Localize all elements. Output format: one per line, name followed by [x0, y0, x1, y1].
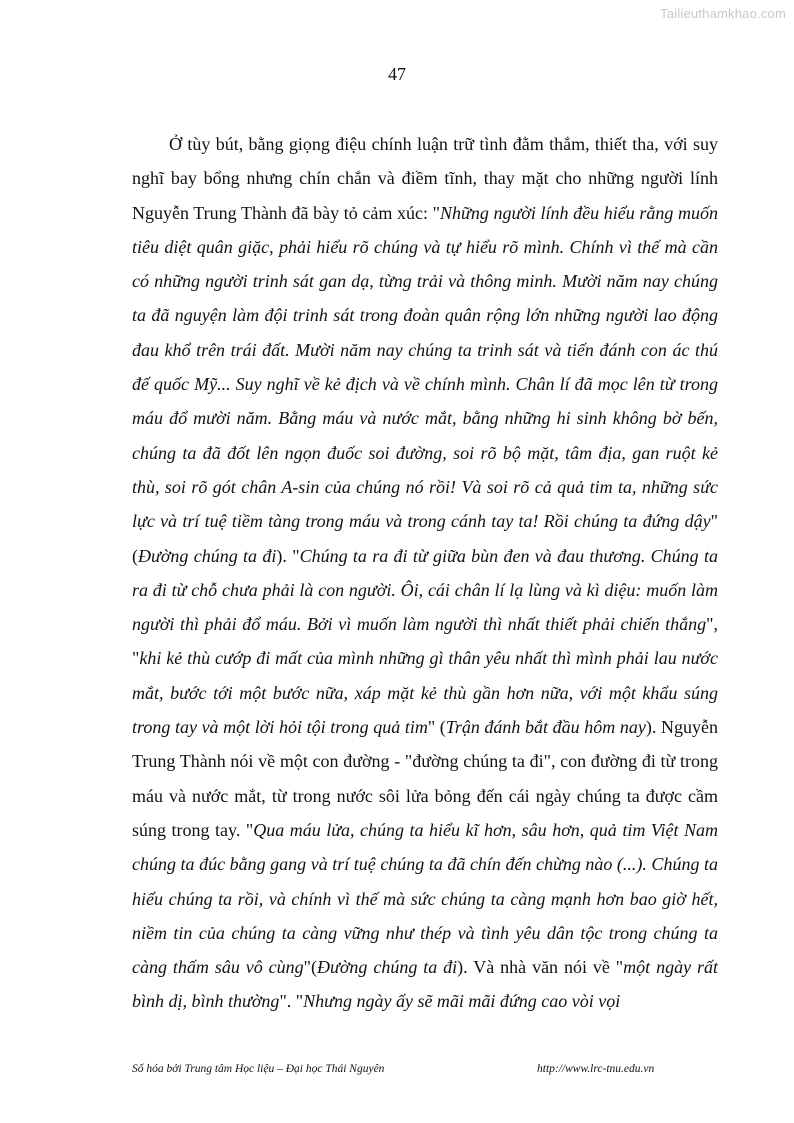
italic-quote: Đường chúng ta đi [317, 957, 458, 978]
italic-quote: một ngày rất bình dị, bình thường [132, 957, 718, 1012]
body-paragraph [132, 127, 718, 1019]
italic-quote: Chúng ta ra đi từ giữa bùn đen và đau thương. Chúng ta ra đi từ chỗ chưa phải là con người. Ôi, cái chân lí lạ lùng và kì diệu: muốn làm người thì phải đổ máu. Bởi vì muốn làm người thì nhất thiết phải chiến thắng [132, 545, 719, 635]
text-run: ). " [276, 545, 300, 566]
text-run: ). Nguyễn Trung Thành nói về một con đường - "đường chúng ta đi", con đường đi từ trong máu và nước mắt, từ trong nước sôi lửa bỏng đến cái ngày chúng ta được cầm súng trong tay. " [132, 717, 719, 840]
text-run: ). Và nhà văn nói về " [457, 957, 624, 978]
watermark: Tailieuthamkhao.com [660, 6, 786, 21]
text-run: ", " [132, 614, 718, 669]
footer-source: Số hóa bởi Trung tâm Học liệu – Đại học Thái Nguyên [132, 1063, 385, 1075]
page-number: 47 [388, 64, 406, 84]
footer-url: http://www.lrc-tnu.edu.vn [537, 1063, 655, 1075]
italic-quote: Đường chúng ta đi [138, 545, 277, 566]
italic-quote: Qua máu lửa, chúng ta hiểu kĩ hơn, sâu hơn, quả tim Việt Nam chúng ta đúc bằng gang và trí tuệ chúng ta đã chín đến chừng nào (...). Chúng ta hiểu chúng ta rồi, và chính vì thế mà sức chúng ta càng mạnh hơn bao giờ hết, niềm tin của chúng ta càng vững như thép và tình yêu dân tộc trong chúng ta càng thấm sâu vô cùng [132, 819, 718, 978]
text-run: " ( [427, 717, 446, 738]
italic-quote: Nhưng ngày ấy sẽ mãi mãi đứng cao vòi vọi [303, 991, 621, 1012]
text-run: ". " [279, 991, 304, 1012]
italic-quote: Những người lính đều hiểu rằng muốn tiêu diệt quân giặc, phải hiểu rõ chúng và tự hiểu rõ mình. Chính vì thế mà cần có những người trinh sát gan dạ, từng trải và thông minh. Mười năm nay chúng ta đã nguyện làm đội trinh sát trong đoàn quân rộng lớn những người lao động đau khổ trên trái đất. Mười năm nay chúng ta trinh sát và tiến đánh con ác thú đế quốc Mỹ... Suy nghĩ về kẻ địch và về chính mình. Chân lí đã mọc lên từ trong máu đổ mười năm. Bằng máu và nước mắt, bằng những hi sinh không bờ bến, chúng ta đã đốt lên ngọn đuốc soi đường, soi rõ bộ mặt, tâm địa, gan ruột kẻ thù, soi rõ gót chân A-sin của chúng nó rồi! Và soi rõ cả quả tim ta, những sức lực và trí tuệ tiềm tàng trong máu và trong cánh tay ta! Rồi chúng ta đứng dậy [132, 202, 718, 532]
italic-quote: Trận đánh bắt đầu hôm nay [445, 717, 646, 738]
text-run: Ở tùy bút, bằng giọng điệu chính luận trữ tình đằm thắm, thiết tha, với suy nghĩ bay bổng nhưng chín chắn và điềm tĩnh, thay mặt cho những người lính Nguyễn Trung Thành đã bày tỏ cảm xúc: " [132, 134, 718, 223]
italic-quote: khi kẻ thù cướp đi mất của mình những gì thân yêu nhất thì mình phải lau nước mắt, bước tới một bước nữa, xáp mặt kẻ thù gần hơn nữa, với một khẩu súng trong tay và một lời hỏi tội trong quả tim [132, 648, 718, 738]
text-run: " ( [132, 511, 718, 566]
text-run: "( [303, 957, 317, 978]
